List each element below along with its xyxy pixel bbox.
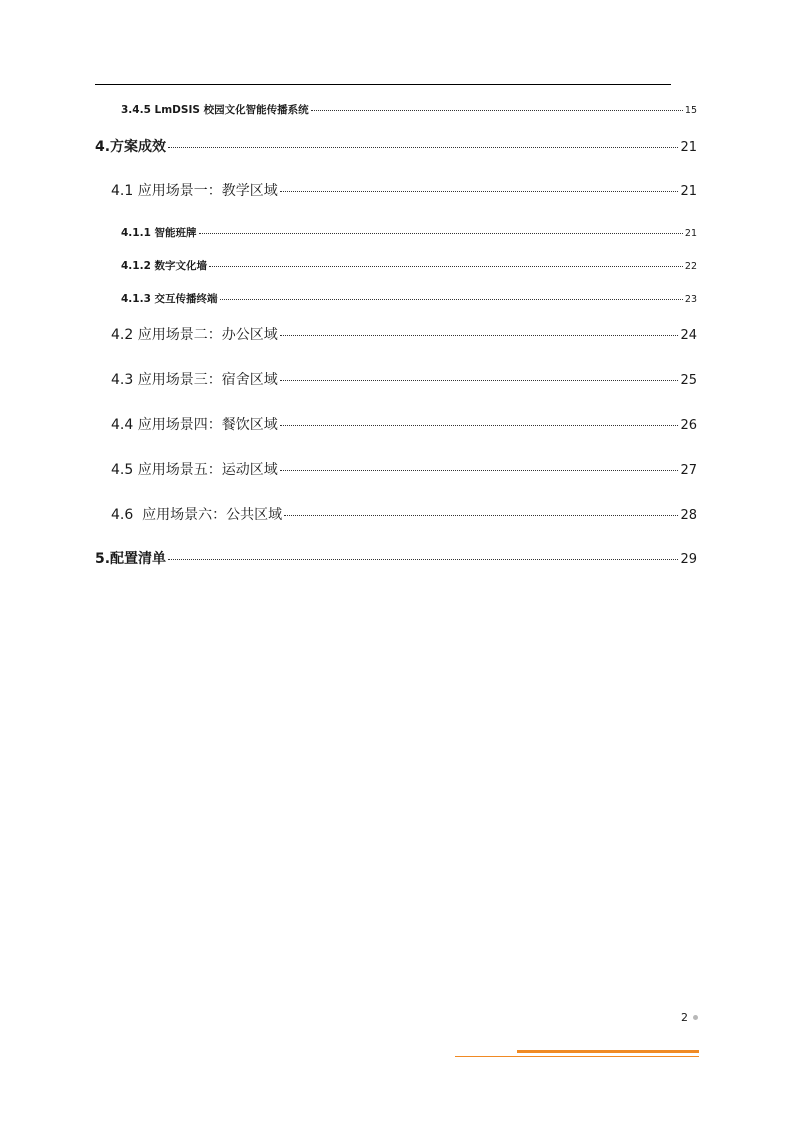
toc-entry-label: 5.配置清单 xyxy=(95,551,167,567)
toc-entry-4-1-3[interactable] xyxy=(121,291,697,306)
toc-entry-label: 4.5 应用场景五：运动区域 xyxy=(111,462,278,478)
toc-entry-3-4-5[interactable] xyxy=(121,102,697,117)
toc-entry-4-6[interactable] xyxy=(111,504,697,524)
toc-entry-page: 27 xyxy=(680,463,697,478)
dot-leader xyxy=(280,470,679,471)
toc-entry-4-2[interactable] xyxy=(111,324,697,344)
toc-entry-label: 3.4.5 LmDSIS 校园文化智能传播系统 xyxy=(121,104,309,116)
dot-leader xyxy=(220,299,683,300)
dot-leader xyxy=(199,233,683,234)
footer-accent-line xyxy=(455,1056,699,1057)
toc-entry-page: 28 xyxy=(680,508,697,523)
page-number: 2 xyxy=(681,1011,688,1024)
toc-entry-label: 4.2 应用场景二：办公区域 xyxy=(111,327,278,343)
toc-entry-page: 24 xyxy=(680,328,697,343)
toc-entry-page: 15 xyxy=(684,105,697,116)
toc-entry-label: 4.方案成效 xyxy=(95,139,167,155)
toc-entry-label: 4.3 应用场景三：宿舍区域 xyxy=(111,372,278,388)
toc-entry-4-3[interactable] xyxy=(111,369,697,389)
toc-entry-label: 4.1.1 智能班牌 xyxy=(121,227,197,239)
toc-entry-page: 26 xyxy=(680,418,697,433)
toc-entry-label: 4.6 应用场景六：公共区域 xyxy=(111,507,283,523)
toc-entry-4-1[interactable] xyxy=(111,180,697,200)
dot-leader xyxy=(284,515,678,516)
toc-entry-page: 23 xyxy=(684,294,697,305)
toc-entry-page: 22 xyxy=(684,261,697,272)
dot-leader xyxy=(280,335,679,336)
dot-leader xyxy=(280,380,679,381)
footer-accent-bar xyxy=(517,1050,699,1053)
dot-leader xyxy=(311,110,683,111)
toc-entry-4-1-2[interactable] xyxy=(121,258,697,273)
toc-entry-4-5[interactable] xyxy=(111,459,697,479)
toc-entry-label: 4.4 应用场景四：餐饮区域 xyxy=(111,417,278,433)
toc-entry-page: 21 xyxy=(680,184,697,199)
toc-entry-label: 4.1 应用场景一：教学区域 xyxy=(111,183,278,199)
dot-leader xyxy=(280,425,679,426)
dot-leader xyxy=(168,147,678,148)
toc-entry-page: 21 xyxy=(680,140,697,155)
toc-entry-page: 29 xyxy=(680,552,697,567)
toc-entry-label: 4.1.3 交互传播终端 xyxy=(121,293,218,305)
toc-entry-page: 21 xyxy=(684,228,697,239)
footer-dot-icon xyxy=(693,1015,698,1020)
toc-entry-label: 4.1.2 数字文化墙 xyxy=(121,260,208,272)
toc-entry-page: 25 xyxy=(680,373,697,388)
dot-leader xyxy=(209,266,683,267)
toc-entry-4[interactable] xyxy=(95,136,697,156)
toc-entry-4-1-1[interactable] xyxy=(121,225,697,240)
toc-entry-5[interactable] xyxy=(95,548,697,568)
toc-entry-4-4[interactable] xyxy=(111,414,697,434)
dot-leader xyxy=(168,559,678,560)
dot-leader xyxy=(280,191,679,192)
